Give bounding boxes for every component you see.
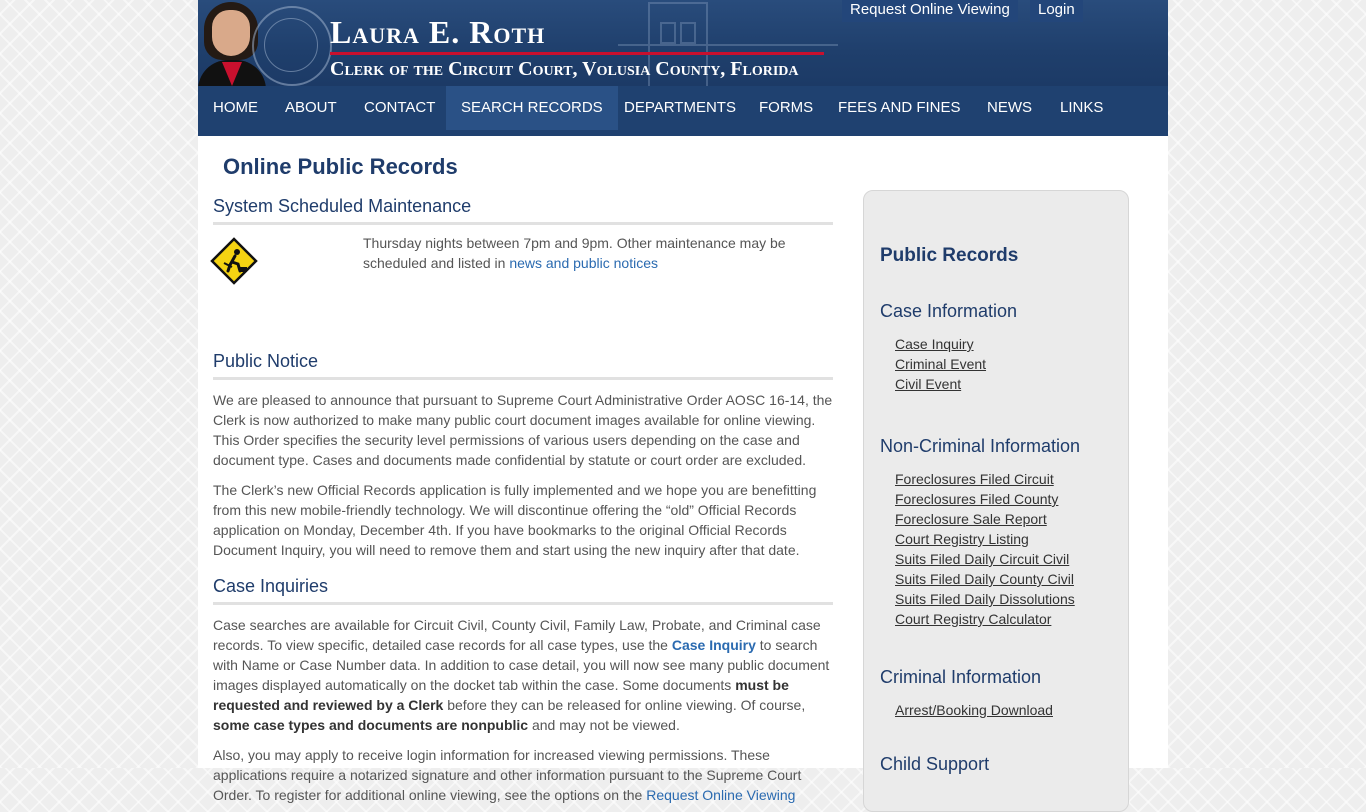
public-notice-heading: Public Notice [213, 351, 833, 380]
nav-search-records[interactable]: SEARCH RECORDS [446, 86, 618, 130]
case-information-heading: Case Information [880, 301, 1018, 321]
maintenance-heading: System Scheduled Maintenance [213, 196, 833, 225]
maintenance-text-body: Thursday nights between 7pm and 9pm. Other maintenance may be scheduled and listed in [363, 235, 786, 271]
foreclosure-sale-report-link[interactable]: Foreclosure Sale Report [895, 511, 1047, 527]
maintenance-text [363, 233, 803, 273]
non-criminal-information-heading: Non-Criminal Information [880, 436, 1081, 456]
case-inquiries-text-d: and may not be viewed. [528, 717, 680, 733]
nav-news[interactable]: NEWS [987, 99, 1032, 116]
case-inquiries-text-c: before they can be released for online viewing. Of course, [443, 697, 806, 713]
main-content [213, 196, 833, 805]
case-inquiries-text-b: to search with Name or Case Number data. In addition to case detail, you will now see many public document images displayed automatically on the docket tab within the case. Some documents [213, 637, 830, 693]
case-inquiries-emphasis-1: must be requested and reviewed by a Clerk [213, 677, 789, 713]
case-inquiries-emphasis-2: some case types and documents are nonpublic [213, 717, 529, 733]
suits-filed-daily-circuit-civil-link[interactable]: Suits Filed Daily Circuit Civil [895, 551, 1070, 567]
public-notice-paragraph-2: The Clerk’s new Official Records application is fully implemented and we hope you are benefitting from this new mobile-friendly technology. We will discontinue offering the “old” Official Records application on Monday, December 4th. If you have bookmarks to the original Official Records Document Inquiry, you will need to remove them and start using the new inquiry after that date. [213, 482, 817, 558]
construction-worker-icon [210, 237, 258, 285]
login-link[interactable]: Login [1030, 0, 1083, 22]
nav-home[interactable]: HOME [213, 99, 258, 116]
suits-filed-daily-dissolutions-link[interactable]: Suits Filed Daily Dissolutions [895, 591, 1075, 607]
sidebar-criminal-information [880, 667, 1120, 720]
nav-departments[interactable]: DEPARTMENTS [624, 99, 736, 116]
sidebar [863, 190, 1129, 812]
maintenance-section [213, 225, 833, 315]
nav-fees-and-fines[interactable]: FEES AND FINES [838, 99, 961, 116]
nav-about[interactable]: ABOUT [285, 99, 337, 116]
sidebar-title: Public Records [880, 245, 1019, 266]
nav-links[interactable]: LINKS [1060, 99, 1104, 116]
case-inquiries-text-e: Also, you may apply to receive login information for increased viewing permissions. These applications require a notarized signature and other information pursuant to the Supreme Court Order. To register for additional online viewing, see the options on the [213, 747, 802, 803]
criminal-information-heading: Criminal Information [880, 667, 1042, 687]
request-online-viewing-inline-link[interactable]: Request Online Viewing [646, 787, 796, 803]
child-support-heading: Child Support [880, 754, 990, 774]
clerk-name[interactable]: Laura E. Roth [330, 14, 546, 50]
court-registry-listing-link[interactable]: Court Registry Listing [895, 531, 1029, 547]
page-title: Online Public Records [223, 154, 458, 179]
case-inquiries-paragraph-2 [213, 745, 833, 805]
arrest-booking-download-link[interactable]: Arrest/Booking Download [895, 702, 1053, 718]
criminal-event-link[interactable]: Criminal Event [895, 356, 987, 372]
sidebar-child-support [880, 754, 1120, 775]
site-header [198, 0, 1168, 86]
suits-filed-daily-county-civil-link[interactable]: Suits Filed Daily County Civil [895, 571, 1074, 587]
case-inquiries-heading: Case Inquiries [213, 576, 833, 605]
main-nav [198, 86, 1168, 136]
news-and-public-notices-link[interactable]: news and public notices [509, 255, 658, 271]
request-online-viewing-link[interactable]: Request Online Viewing [842, 0, 1018, 22]
header-divider [330, 52, 824, 55]
case-inquiry-link[interactable]: Case Inquiry [671, 637, 756, 653]
foreclosures-filed-circuit-link[interactable]: Foreclosures Filed Circuit [895, 471, 1054, 487]
court-registry-calculator-link[interactable]: Court Registry Calculator [895, 611, 1052, 627]
case-inquiry-sidebar-link[interactable]: Case Inquiry [895, 336, 974, 352]
case-inquiries-text-a: Case searches are available for Circuit Civil, County Civil, Family Law, Probate, and Criminal case records. To view specific, detailed case records for all case types, use the [213, 617, 821, 653]
public-notice-paragraph-1: We are pleased to announce that pursuant to Supreme Court Administrative Order AOSC 16-14, the Clerk is now authorized to make many public court document images available for online viewing. This Order specifies the security level permissions of various users depending on the case and document type. Cases and documents made confidential by statute or court order are excluded. [213, 392, 833, 468]
page-container [198, 0, 1168, 803]
civil-event-link[interactable]: Civil Event [895, 376, 962, 392]
county-seal-icon [252, 6, 332, 86]
foreclosures-filed-county-link[interactable]: Foreclosures Filed County [895, 491, 1059, 507]
clerk-title: Clerk of the Circuit Court, Volusia County, Florida [330, 58, 799, 80]
nav-forms[interactable]: FORMS [759, 99, 814, 116]
nav-contact[interactable]: CONTACT [364, 99, 436, 116]
sidebar-case-information [880, 301, 1120, 394]
sidebar-non-criminal-information [880, 436, 1120, 629]
case-inquiries-paragraph-1 [213, 615, 833, 735]
